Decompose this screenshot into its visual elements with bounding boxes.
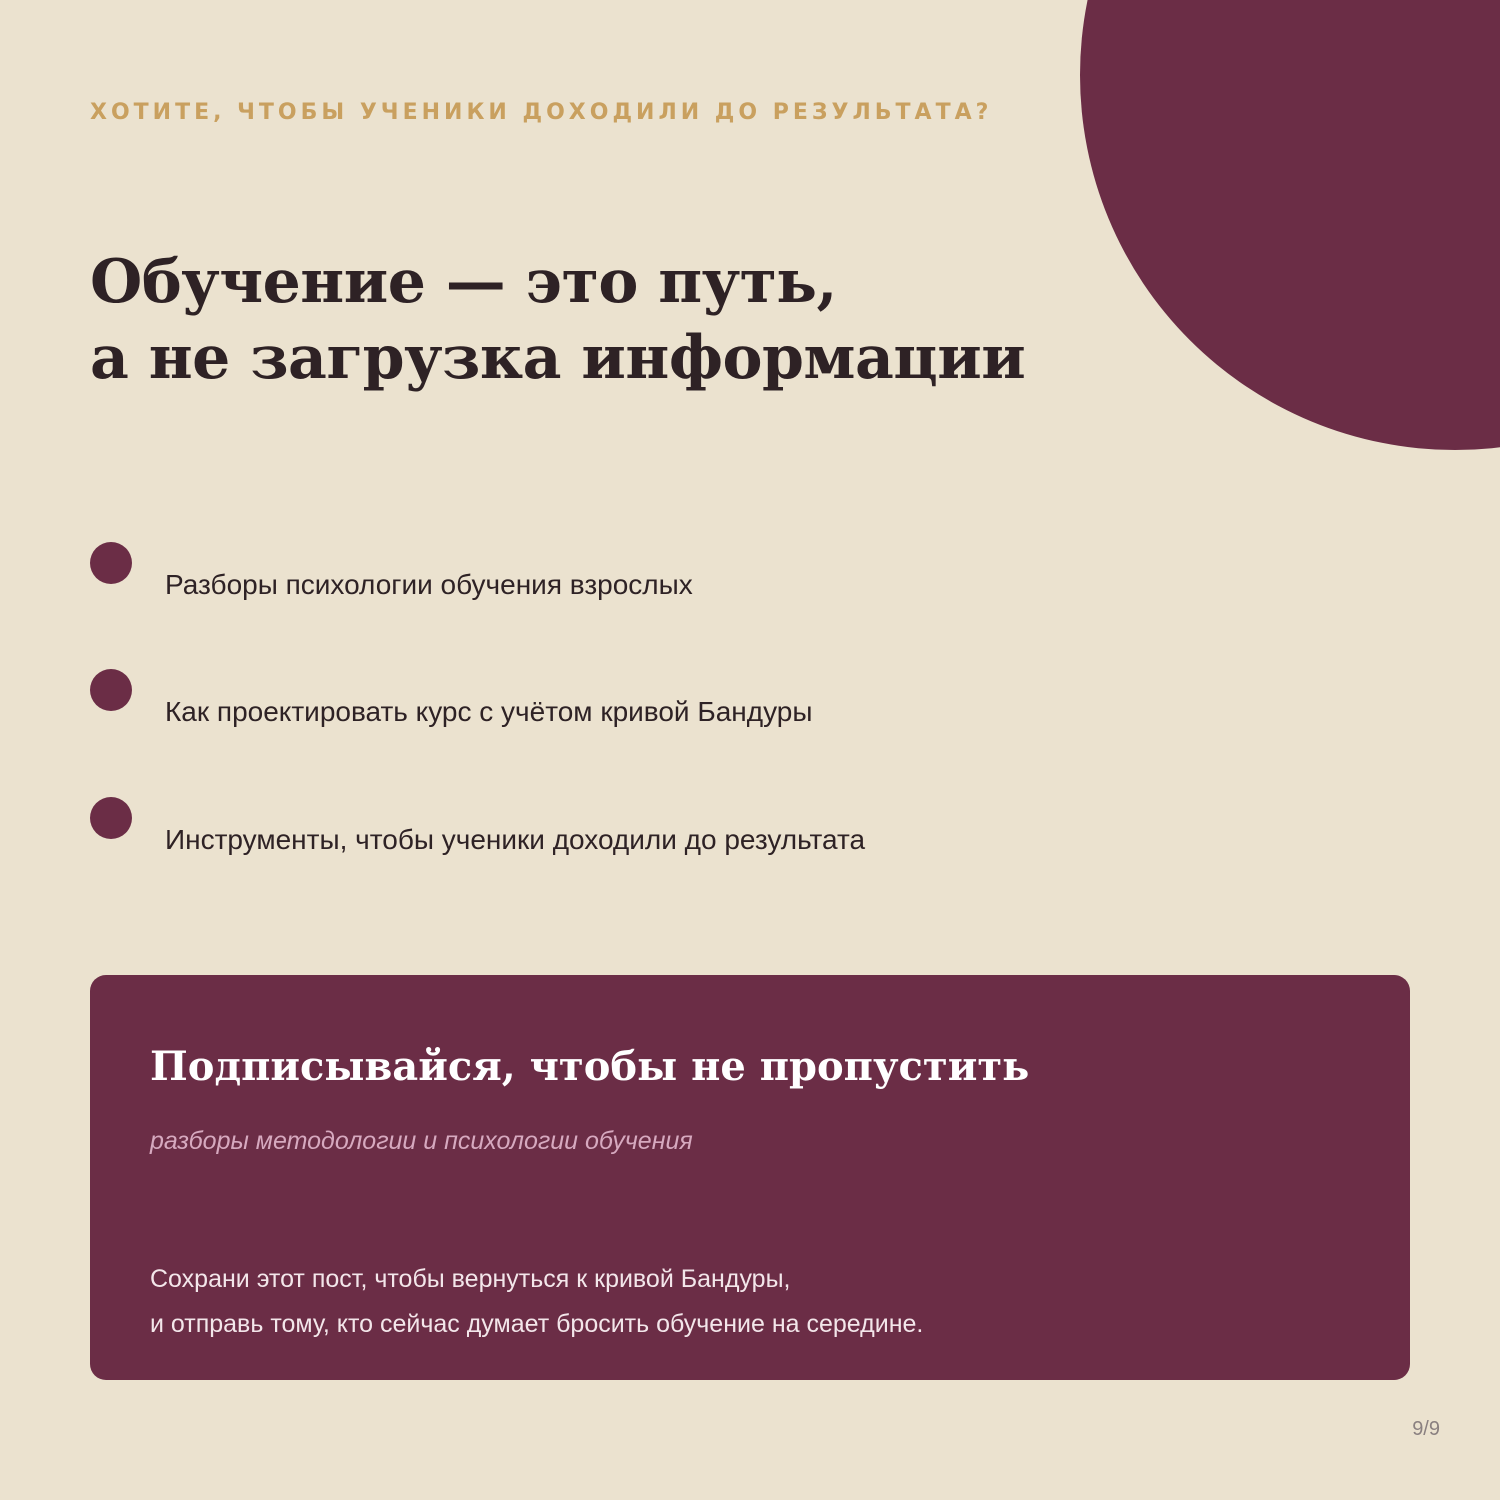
list-item: [90, 797, 1190, 877]
decorative-circle: [1080, 0, 1500, 450]
headline-line-1: Обучение — это путь,: [90, 247, 837, 317]
cta-title: Подписывайся, чтобы не пропустить: [150, 1043, 1030, 1090]
cta-body: [150, 1257, 923, 1347]
list-item: [90, 542, 1190, 622]
page-counter: 9/9: [1412, 1418, 1440, 1440]
eyebrow-text: ХОТИТЕ, ЧТОБЫ УЧЕНИКИ ДОХОДИЛИ ДО РЕЗУЛЬТАТА?: [90, 100, 993, 125]
cta-body-line-1: Сохрани этот пост, чтобы вернуться к кривой Бандуры,: [150, 1265, 791, 1293]
list-item-text: Как проектировать курс с учётом кривой Бандуры: [165, 696, 813, 727]
bullet-dot: [90, 542, 132, 584]
cta-body-line-2: и отправь тому, кто сейчас думает бросить обучение на середине.: [150, 1310, 924, 1338]
cta-subtitle: разборы методологии и психологии обучения: [150, 1127, 693, 1155]
bullet-dot: [90, 797, 132, 839]
subscribe-card: [90, 975, 1410, 1380]
list-item: [90, 669, 1190, 749]
bullet-dot: [90, 669, 132, 711]
list-item-text: Инструменты, чтобы ученики доходили до результата: [165, 824, 866, 855]
headline: [90, 244, 1025, 396]
headline-line-2: а не загрузка информации: [90, 323, 1026, 393]
list-item-text: Разборы психологии обучения взрослых: [165, 569, 693, 600]
